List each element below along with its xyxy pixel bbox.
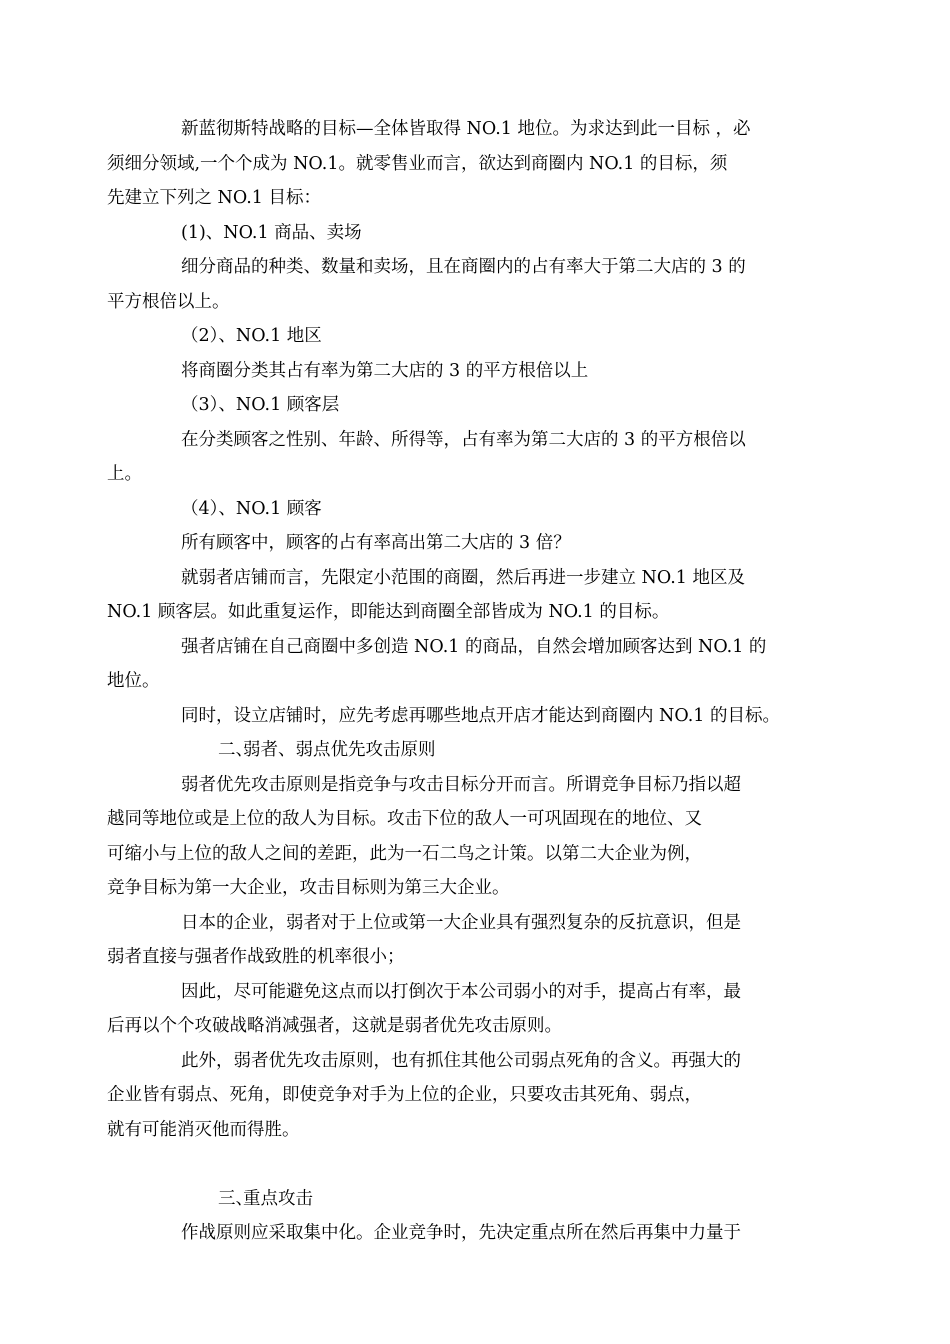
paragraph-line: 竞争目标为第一大企业，攻击目标则为第三大企业。 (107, 878, 510, 898)
paragraph (144, 216, 816, 251)
section-title: 弱者、弱点优先攻击原则 (243, 740, 436, 760)
paragraph-line: 因此，尽可能避免这点而以打倒次于本公司弱小的对手，提高占有率，最 (181, 981, 741, 1002)
paragraph-line: 就弱者店铺而言，先限定小范围的商圈，然后再进一步建立 NO.1 地区及 (181, 567, 745, 588)
document-body (107, 112, 816, 1251)
paragraph (107, 1044, 816, 1148)
paragraph-line: NO.1 顾客层。如此重复运作，即能达到商圈全部皆成为 NO.1 的目标。 (107, 602, 670, 622)
paragraph-line: 细分商品的种类、数量和卖场，且在商圈内的占有率大于第二大店的 3 的 (181, 257, 746, 277)
paragraph (107, 561, 816, 630)
paragraph-line: 地位。 (107, 671, 160, 691)
blank-line (144, 1147, 816, 1182)
paragraph-line: 此外，弱者优先攻击原则，也有抓住其他公司弱点死角的含义。再强大的 (181, 1050, 741, 1071)
paragraph-line: 越同等地位或是上位的敌人为目标。攻击下位的敌人一可巩固现在的地位、又 (107, 809, 702, 829)
paragraph (107, 250, 816, 319)
paragraph-line: 新蓝彻斯特战略的目标—全体皆取得 NO.1 地位。为求达到此一目标 ，必 (181, 119, 751, 139)
paragraph-line: 平方根倍以上。 (107, 291, 230, 312)
paragraph (107, 768, 816, 906)
paragraph-line: 先建立下列之 NO.1 目标： (107, 188, 321, 208)
paragraph-line: （4）、NO.1 顾客 (181, 498, 322, 519)
paragraph-line: 须细分领域,一个个成为 NO.1。就零售业而言，欲达到商圈内 NO.1 的目标，须 (107, 153, 728, 174)
paragraph-line: 所有顾客中，顾客的占有率高出第二大店的 3 倍？ (181, 533, 571, 553)
paragraph (107, 906, 816, 975)
paragraph-line: 可缩小与上位的敌人之间的差距，此为一石二鸟之计策。以第二大企业为例， (107, 843, 702, 864)
paragraph (144, 699, 816, 734)
paragraph-line: 在分类顾客之性别、年龄、所得等，占有率为第二大店的 3 的平方根倍以 (181, 429, 746, 450)
paragraph (144, 492, 816, 527)
paragraph (144, 319, 816, 354)
paragraph (107, 975, 816, 1044)
paragraph (107, 423, 816, 492)
paragraph-line: 同时，设立店铺时，应先考虑再哪些地点开店才能达到商圈内 NO.1 的目标。 (181, 705, 780, 726)
section-heading (144, 1182, 816, 1217)
section-title: 重点攻击 (243, 1188, 313, 1209)
paragraph-line: （2）、NO.1 地区 (181, 326, 322, 346)
paragraph-line: 弱者优先攻击原则是指竞争与攻击目标分开而言。所谓竞争目标乃指以超 (181, 774, 741, 795)
paragraph (107, 630, 816, 699)
paragraph (107, 112, 816, 216)
section-number: 三、 (218, 1188, 253, 1209)
paragraph-line: 企业皆有弱点、死角，即使竞争对手为上位的企业，只要攻击其死角、弱点， (107, 1085, 702, 1105)
paragraph-line: 弱者直接与强者作战致胜的机率很小； (107, 947, 405, 967)
paragraph (144, 388, 816, 423)
paragraph (144, 526, 816, 561)
paragraph-line: （3）、NO.1 顾客层 (181, 395, 340, 415)
paragraph-line: 日本的企业，弱者对于上位或第一大企业具有强烈复杂的反抗意识，但是 (181, 912, 741, 933)
paragraph (144, 1216, 816, 1251)
paragraph (144, 354, 816, 389)
section-number: 二、 (218, 740, 253, 760)
paragraph-line: (1)、NO.1 商品、卖场 (181, 222, 362, 243)
paragraph-line: 强者店铺在自己商圈中多创造 NO.1 的商品，自然会增加顾客达到 NO.1 的 (181, 636, 767, 657)
section-heading (144, 733, 816, 768)
paragraph-line: 后再以个个攻破战略消减强者，这就是弱者优先攻击原则。 (107, 1016, 562, 1036)
paragraph-line: 上。 (107, 464, 142, 484)
paragraph-line: 将商圈分类其占有率为第二大店的 3 的平方根倍以上 (181, 360, 589, 381)
paragraph-line: 就有可能消灭他而得胜。 (107, 1119, 300, 1140)
paragraph-line: 作战原则应采取集中化。企业竞争时，先决定重点所在然后再集中力量于 (181, 1223, 741, 1243)
